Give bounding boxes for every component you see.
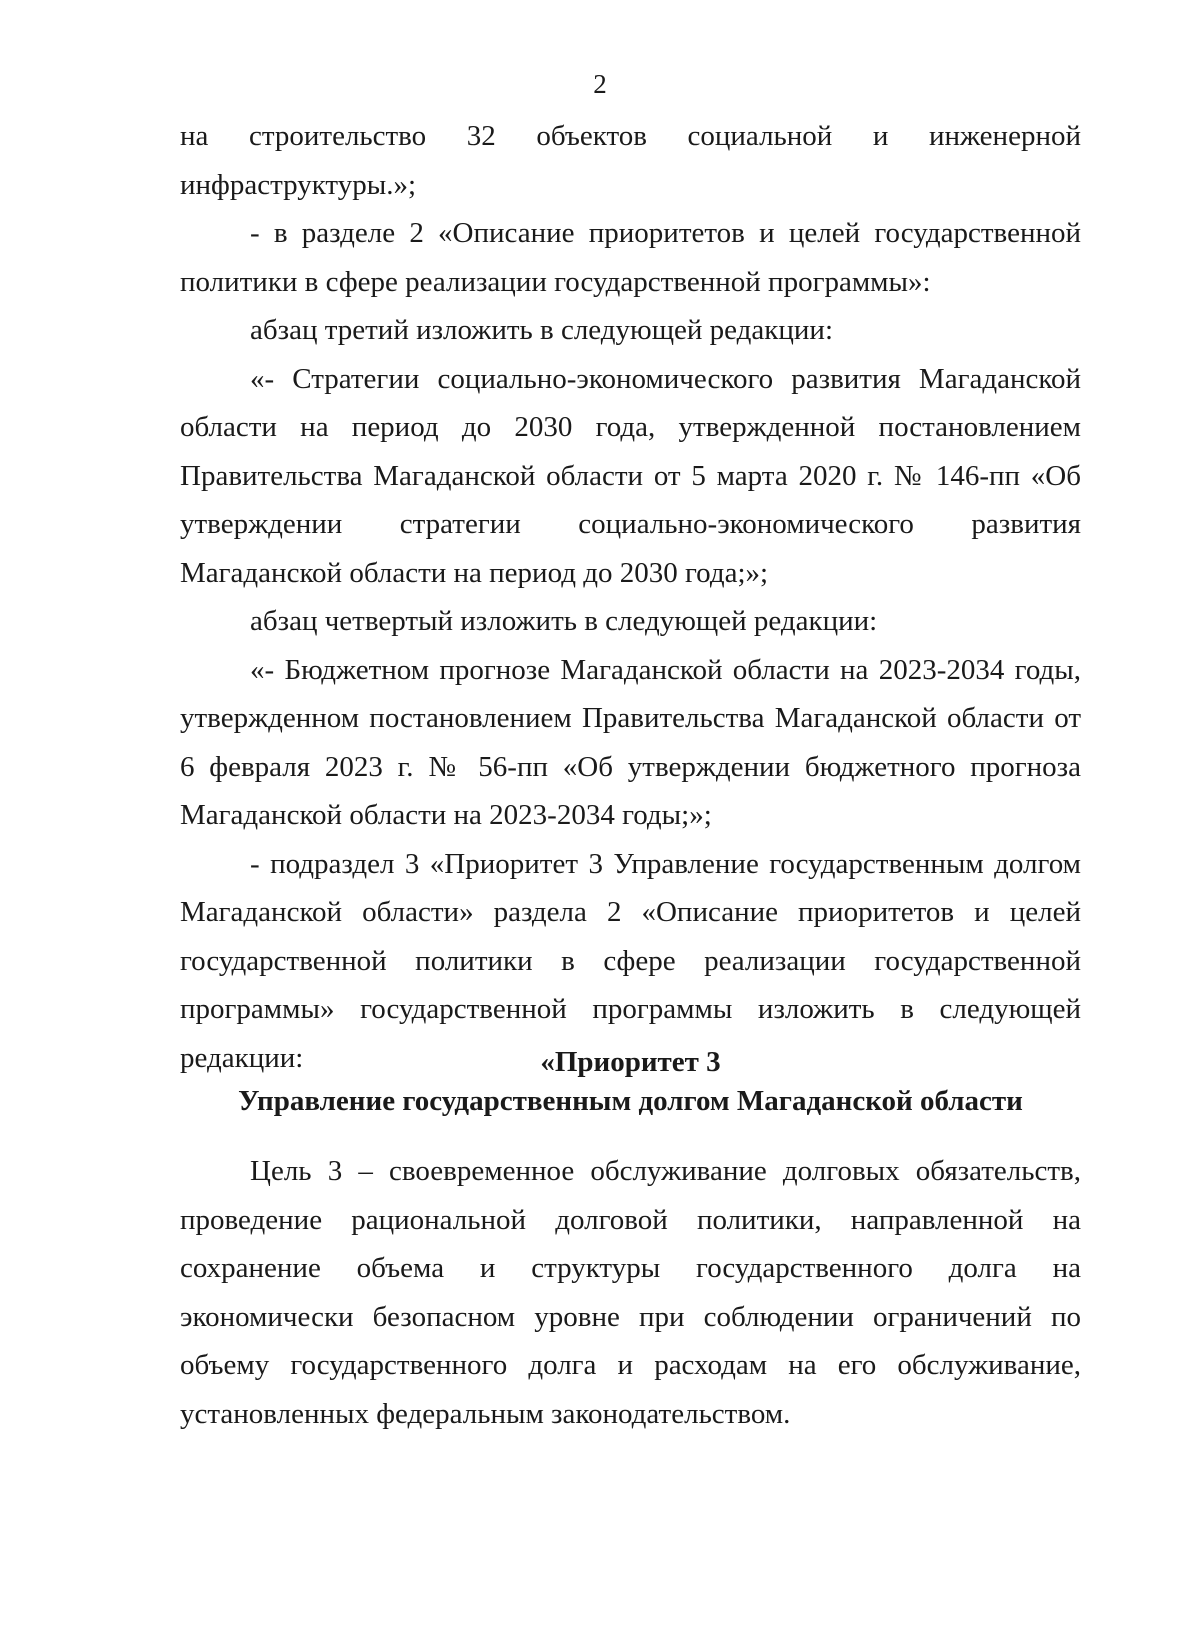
- section-heading: [180, 1043, 1081, 1121]
- paragraph: «- Стратегии социально-экономического развития Магаданской области на период до 2030 года, утвержденной постановлением Правительства Магаданской области от 5 марта 2020 г. № 146-пп «Об утверждении стратегии социально-экономического развития Магаданской области на период до 2030 года;»;: [180, 362, 1081, 589]
- paragraph: - в разделе 2 «Описание приоритетов и целей государственной политики в сфере реализации государственной программы»:: [180, 217, 1081, 298]
- heading-line-1: «Приоритет 3: [540, 1046, 721, 1078]
- paragraph: на строительство 32 объектов социальной и инженерной инфраструктуры.»;: [180, 120, 1081, 201]
- paragraph: - подраздел 3 «Приоритет 3 Управление государственным долгом Магаданской области» раздела 2 «Описание приоритетов и целей государственной политики в сфере реализации государственной программы» государственной программы изложить в следующей редакции:: [180, 847, 1081, 1074]
- heading-line-2: Управление государственным долгом Магаданской области: [238, 1085, 1023, 1117]
- body-text-block-2: [180, 1147, 1081, 1438]
- paragraph: Цель 3 – своевременное обслуживание долговых обязательств, проведение рациональной долговой политики, направленной на сохранение объема и структуры государственного долга на экономически безопасном уровне при соблюдении ограничений по объему государственного долга и расходам на его обслуживание, установленных федеральным законодательством.: [180, 1155, 1081, 1430]
- page-number: 2: [593, 69, 607, 99]
- paragraph: абзац четвертый изложить в следующей редакции:: [250, 605, 878, 637]
- paragraph: «- Бюджетном прогнозе Магаданской области на 2023-2034 годы, утвержденном постановлением Правительства Магаданской области от 6 февраля 2023 г. № 56-пп «Об утверждении бюджетного прогноза Магаданской области на 2023-2034 годы;»;: [180, 653, 1081, 831]
- body-text-block-1: [180, 112, 1081, 1082]
- paragraph: абзац третий изложить в следующей редакции:: [250, 314, 834, 346]
